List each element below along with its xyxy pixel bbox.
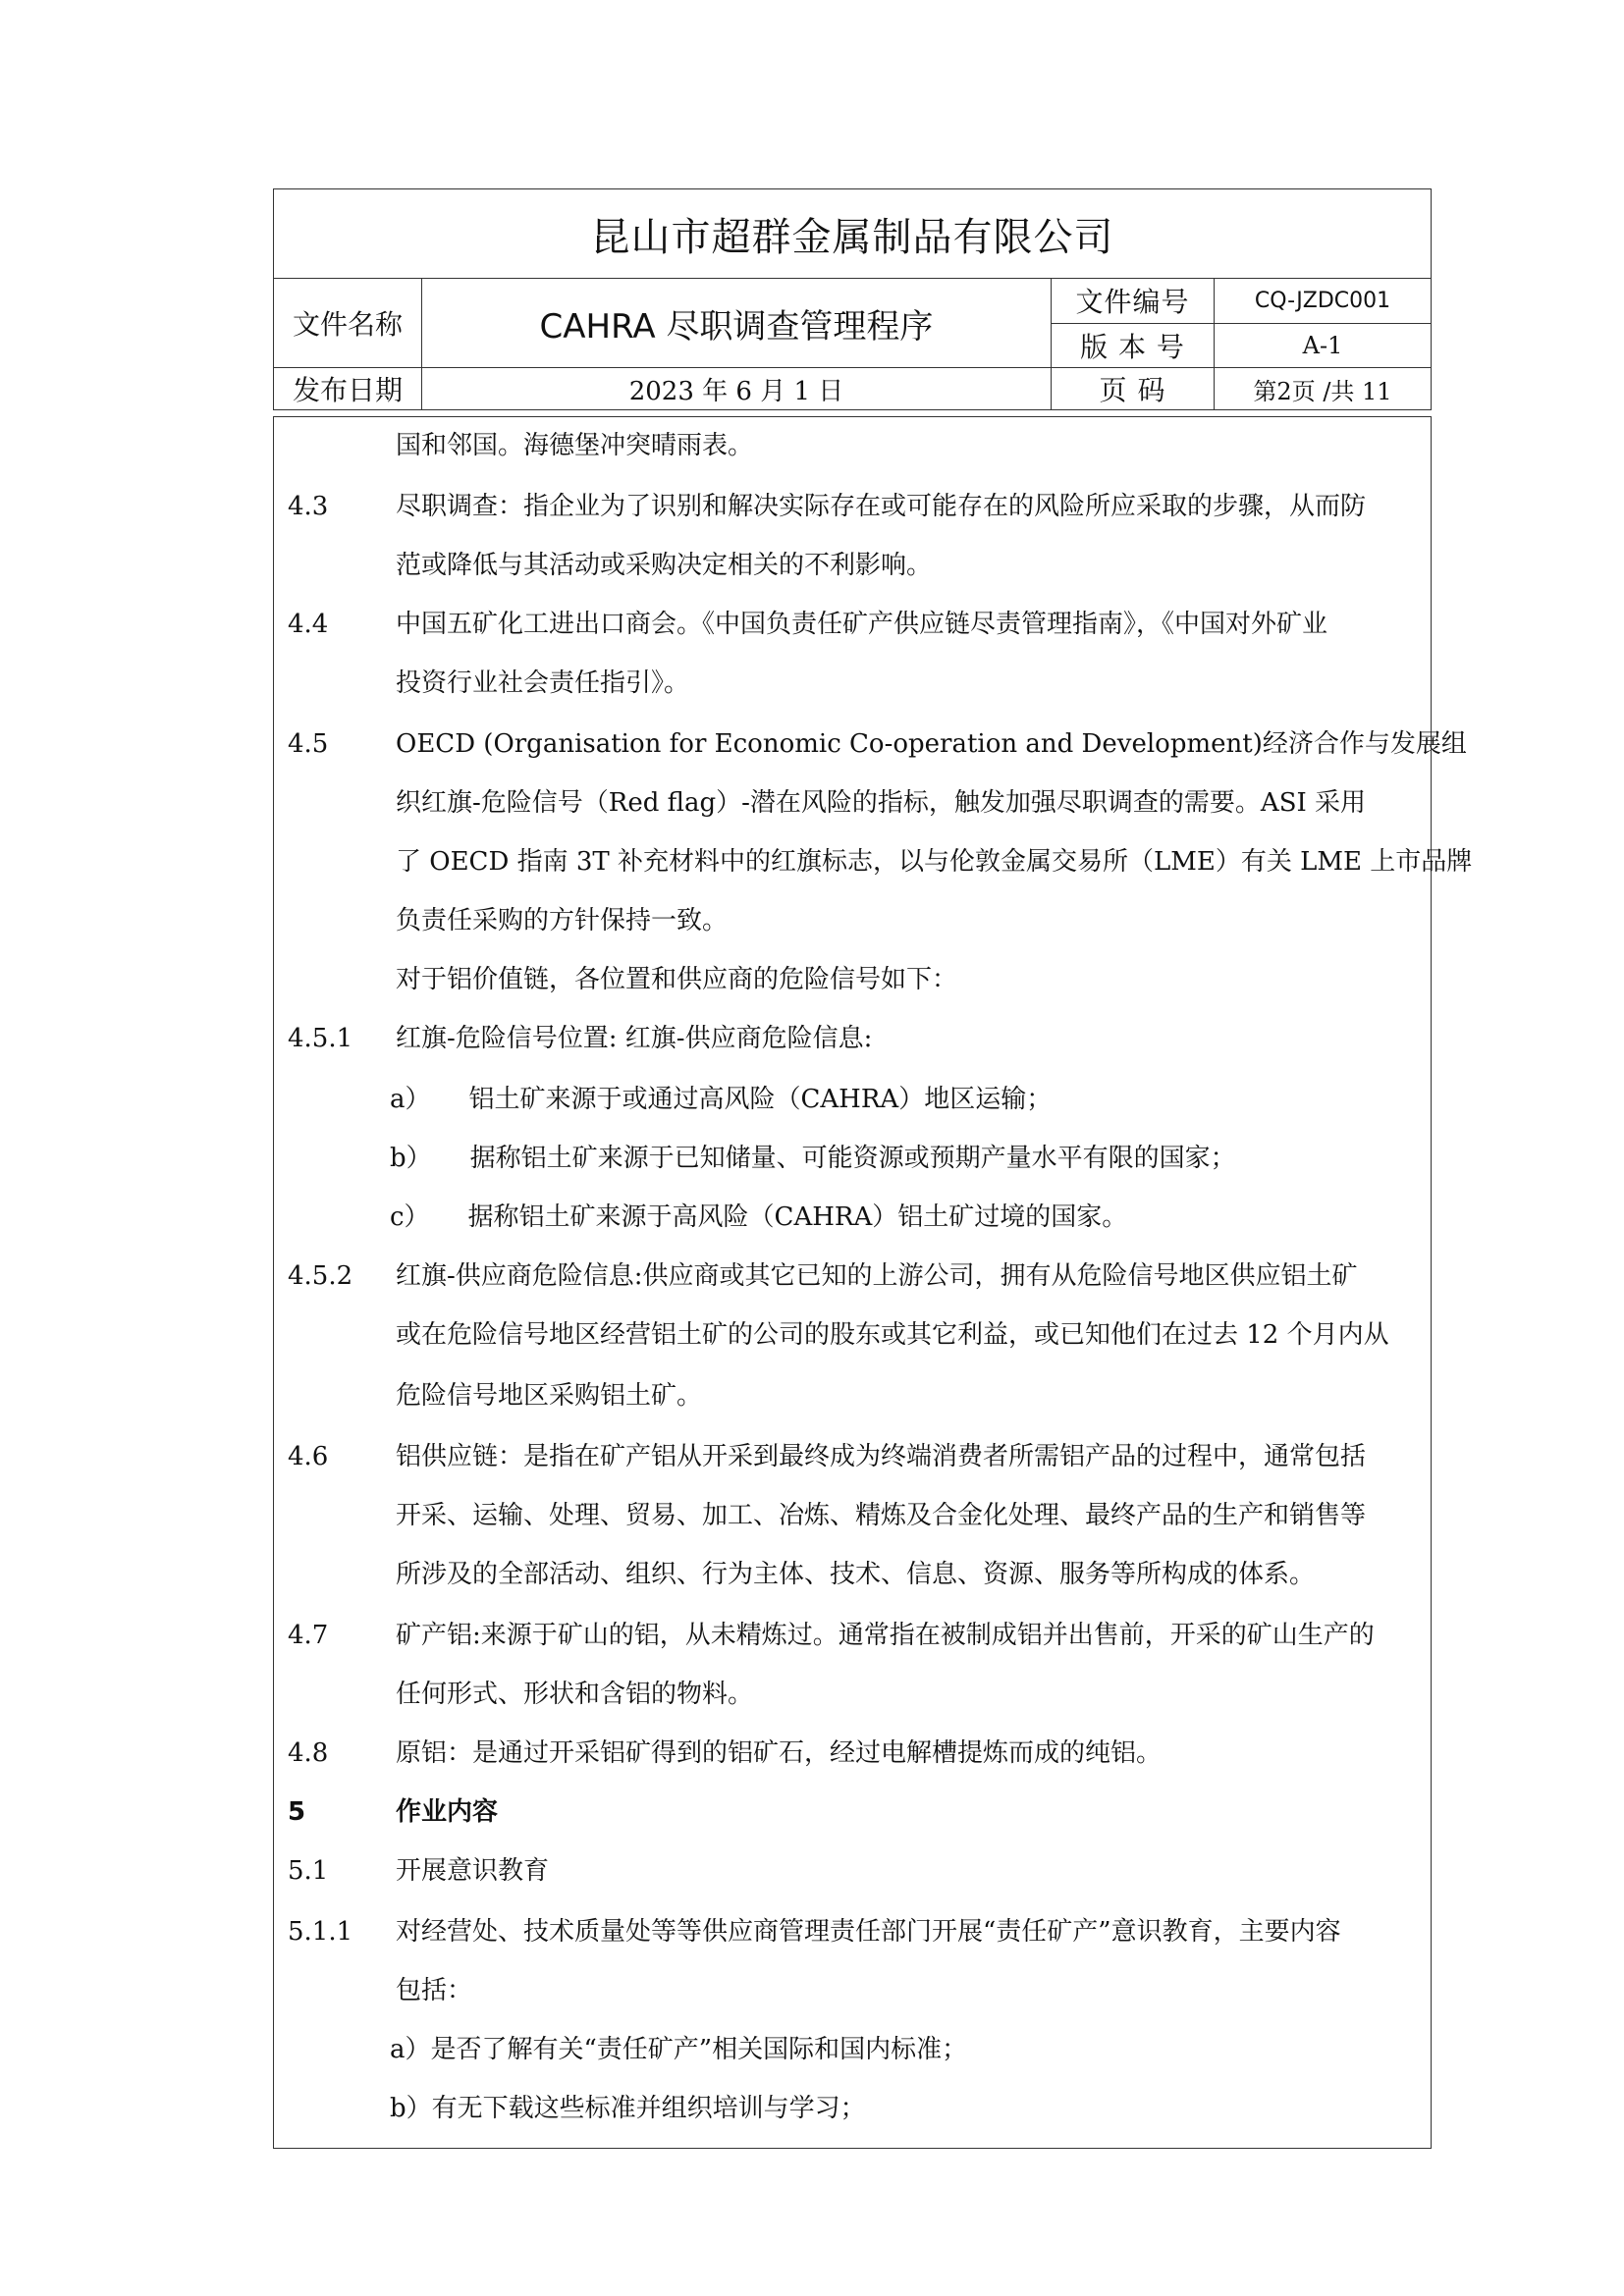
body-line: 铝供应链：是指在矿产铝从开采到最终成为终端消费者所需铝产品的过程中，通常包括 [396,1442,1367,1471]
body-line: 矿产铝:来源于矿山的铝，从未精炼过。通常指在被制成铝并出售前，开采的矿山生产的 [396,1621,1375,1650]
section-number: 4.3 [288,492,329,521]
body-line: a）是否了解有关“责任矿产”相关国际和国内标准； [390,2035,968,2064]
body-line: 包括： [396,1976,473,2005]
page-number: 第2页 /共 11 [1253,377,1392,405]
section-number: 4.6 [288,1442,329,1471]
body-line: a） 铝土矿来源于或通过高风险（CAHRA）地区运输； [390,1085,1053,1114]
body-line: 对于铝价值链，各位置和供应商的危险信号如下： [396,965,958,994]
version-label: 版 本 号 [1052,324,1215,368]
body-line: 红旗-供应商危险信息:供应商或其它已知的上游公司，拥有从危险信号地区供应铝土矿 [396,1261,1358,1291]
body-line: 原铝：是通过开采铝矿得到的铝矿石，经过电解槽提炼而成的纯铝。 [396,1738,1163,1768]
company-name: 昆山市超群金属制品有限公司 [274,189,1431,279]
section-number: 5 [288,1797,306,1827]
body-line: 了 OECD 指南 3T 补充材料中的红旗标志，以与伦敦金属交易所（LME）有关 LME 上市品牌 [396,847,1473,877]
body-line: 负责任采购的方针保持一致。 [396,906,729,935]
body-line: 危险信号地区采购铝土矿。 [396,1381,703,1411]
section-number: 4.4 [288,610,329,639]
release-date: 2023 年 6 月 1 日 [422,368,1052,409]
document-page [273,188,1473,2149]
body-line: 尽职调查：指企业为了识别和解决实际存在或可能存在的风险所应采取的步骤，从而防 [396,492,1367,521]
body-line: b）有无下载这些标准并组织培训与学习； [390,2094,866,2123]
doc-no: CQ-JZDC001 [1254,288,1391,313]
date-label: 发布日期 [274,368,422,409]
doc-name: CAHRA 尽职调查管理程序 [422,279,1052,367]
body-line: 对经营处、技术质量处等等供应商管理责任部门开展“责任矿产”意识教育，主要内容 [396,1917,1341,1947]
section-number: 4.5.1 [288,1024,353,1053]
doc-name-label: 文件名称 [274,279,422,367]
section-number: 4.7 [288,1621,329,1650]
body-line: 红旗-危险信号位置: 红旗-供应商危险信息: [396,1024,873,1053]
document-header-table [273,188,1432,410]
body-line: 或在危险信号地区经营铝土矿的公司的股东或其它利益，或已知他们在过去 12 个月内从 [396,1320,1389,1350]
document-body [273,416,1473,2149]
doc-no-label: 文件编号 [1052,279,1215,323]
section-number: 5.1 [288,1856,329,1886]
body-line: 开采、运输、处理、贸易、加工、冶炼、精炼及合金化处理、最终产品的生产和销售等 [396,1501,1367,1530]
body-line: c） 据称铝土矿来源于高风险（CAHRA）铝土矿过境的国家。 [390,1202,1128,1232]
body-line: 作业内容 [396,1797,499,1827]
body-line: 投资行业社会责任指引》。 [396,668,690,698]
body-line: 织红旗-危险信号（Red flag）-潜在风险的指标，触发加强尽职调查的需要。ASI 采用 [396,788,1367,818]
section-number: 5.1.1 [288,1917,353,1947]
page-label: 页 码 [1052,368,1215,409]
section-number: 4.5 [288,729,329,759]
body-line: 范或降低与其活动或采购决定相关的不利影响。 [396,551,933,580]
version: A-1 [1302,331,1343,359]
section-number: 4.5.2 [288,1261,353,1291]
section-number: 4.8 [288,1738,329,1768]
body-line: b） 据称铝土矿来源于已知储量、可能资源或预期产量水平有限的国家； [390,1144,1236,1173]
body-line: 任何形式、形状和含铝的物料。 [396,1680,754,1709]
body-line: OECD (Organisation for Economic Co-operation and Development)经济合作与发展组 [396,729,1467,759]
body-line: 中国五矿化工进出口商会。《中国负责任矿产供应链尽责管理指南》，《中国对外矿业 [396,610,1328,639]
body-line: 国和邻国。海德堡冲突晴雨表。 [396,431,754,460]
body-line: 所涉及的全部活动、组织、行为主体、技术、信息、资源、服务等所构成的体系。 [396,1560,1316,1589]
body-line: 开展意识教育 [396,1856,550,1886]
